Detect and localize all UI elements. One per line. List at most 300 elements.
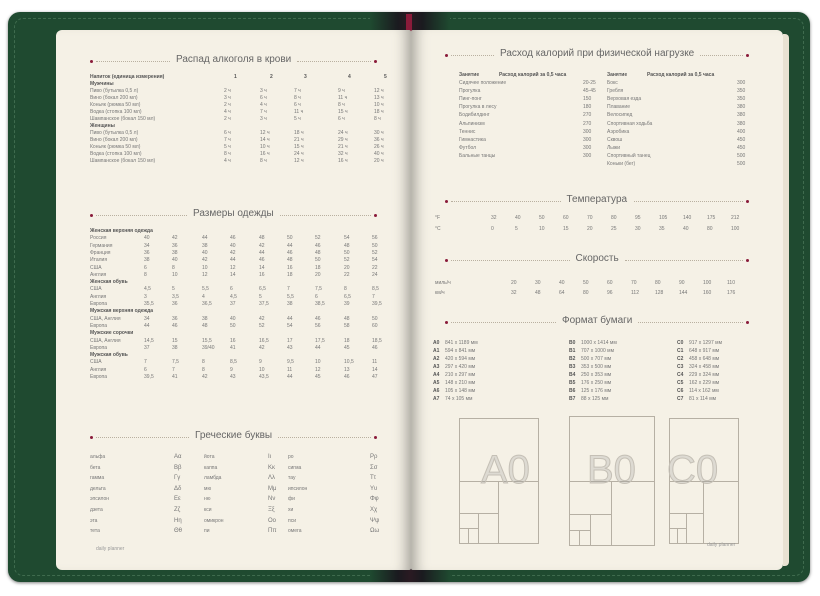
sizes-value: 5: [259, 293, 262, 300]
calories-activity: Велосипед: [607, 112, 633, 119]
greek-letter-name: тета: [90, 528, 100, 535]
sizes-value: 16,5: [259, 337, 269, 344]
speed-mph-value: 90: [679, 280, 685, 286]
sizes-row-name: Европа: [90, 322, 108, 329]
sizes-value: 44: [315, 344, 321, 351]
sizes-value: 46: [259, 257, 265, 264]
sizes-value: 7,5: [172, 359, 179, 366]
calories-activity: Коньки (бег): [607, 161, 636, 167]
sizes-value: 10: [259, 366, 265, 373]
sizes-value: 17: [287, 337, 293, 344]
sizes-value: 5,5: [287, 293, 294, 300]
paper-section-title: Формат бумаги: [562, 315, 633, 326]
paper-b-big-label: B0: [587, 448, 636, 492]
calories-value: 300: [583, 144, 592, 151]
greek-letter: Θθ: [174, 528, 183, 535]
temperature-f-value: 212: [731, 215, 740, 221]
calories-value: 450: [737, 144, 746, 151]
temperature-f-value: 95: [635, 215, 641, 221]
sizes-value: 20: [315, 271, 321, 278]
speed-kmh-value: 32: [511, 290, 517, 296]
alcohol-section-divider-right: [297, 61, 371, 62]
speed-mph-label: миль/ч: [435, 280, 451, 286]
alcohol-col-1: 1: [234, 74, 237, 80]
greek-letter: Ηη: [174, 517, 182, 524]
sizes-value: 54: [344, 235, 350, 242]
sizes-value: 38: [172, 344, 178, 351]
alcohol-men-value: 7 ч: [294, 88, 301, 94]
alcohol-men-value: 8 ч: [338, 102, 345, 108]
calories-value: 300: [583, 128, 592, 135]
greek-letter-name: йота: [204, 454, 215, 460]
sizes-value: 8,5: [372, 286, 379, 293]
paper-a-name: A7: [433, 396, 440, 402]
sizes-row-name: США: [90, 359, 102, 366]
sizes-value: 41: [230, 344, 236, 351]
paper-c-size: 324 x 458 мм: [689, 364, 720, 370]
temperature-f-value: 70: [587, 215, 593, 221]
alcohol-men-value: 4 ч: [224, 109, 231, 115]
sizes-value: 40: [230, 315, 236, 322]
alcohol-men-value: 6 ч: [294, 102, 301, 108]
alcohol-men-value: 8 ч: [294, 95, 301, 101]
sizes-value: 4: [202, 293, 205, 300]
sizes-value: 5,5: [202, 286, 209, 293]
sizes-value: 9,5: [287, 359, 294, 366]
alcohol-men-value: 6 ч: [260, 95, 267, 101]
alcohol-men-value: 4 ч: [260, 102, 267, 108]
sizes-value: 8: [144, 271, 147, 278]
calories-activity: Бальные танцы: [459, 152, 496, 159]
sizes-value: 48: [344, 242, 350, 249]
sizes-value: 45: [315, 374, 321, 380]
greek-section-divider-left: [96, 437, 189, 438]
alcohol-men-value: 3 ч: [260, 116, 267, 122]
alcohol-men-value: 2 ч: [224, 102, 231, 108]
paper-a-name: A1: [433, 348, 440, 354]
sizes-value: 43,5: [259, 374, 269, 380]
sizes-value: 42: [259, 315, 265, 322]
calories-activity: Спортивная ходьба: [607, 120, 653, 127]
alcohol-women-value: 32 ч: [338, 151, 348, 157]
sizes-value: 44: [259, 249, 265, 256]
paper-a-size: 148 x 210 мм: [445, 380, 476, 386]
alcohol-men-label: Мужчины: [90, 81, 114, 87]
paper-c-name: C1: [677, 348, 684, 354]
sizes-value: 40: [202, 249, 208, 256]
speed-section-divider-dot-left: [445, 259, 448, 262]
calories-section-divider-dot-right: [746, 54, 749, 57]
sizes-value: 34: [144, 315, 150, 322]
sizes-value: 15,5: [202, 337, 212, 344]
sizes-section-divider-right: [280, 215, 371, 216]
alcohol-section-divider-dot-right: [374, 60, 377, 63]
temperature-c-value: 40: [683, 226, 689, 232]
calories-value: 300: [737, 80, 746, 86]
sizes-value: 46: [230, 235, 236, 242]
sizes-value: 12: [230, 264, 236, 271]
sizes-value: 48: [202, 322, 208, 329]
sizes-value: 56: [315, 322, 321, 329]
sizes-value: 6: [144, 264, 147, 271]
greek-letter: Δδ: [174, 485, 182, 492]
sizes-value: 12: [315, 366, 321, 373]
calories-header-kcal-left: Расход калорий за 0,5 часа: [499, 72, 567, 78]
greek-section-title: Греческие буквы: [195, 430, 273, 441]
sizes-value: 20: [344, 264, 350, 271]
alcohol-col-4: 4: [348, 74, 351, 80]
greek-letter-name: ипсилон: [288, 485, 308, 492]
temperature-section-divider-left: [451, 201, 561, 202]
sizes-row-name: США: [90, 286, 102, 293]
paper-a-size: 594 x 841 мм: [445, 348, 476, 354]
sizes-value: 6: [315, 293, 318, 300]
paper-b-name: B0: [569, 340, 576, 346]
alcohol-col-3: 3: [304, 74, 307, 80]
paper-a-size: 105 x 148 мм: [445, 388, 476, 394]
greek-letter: Ττ: [370, 475, 377, 482]
calories-activity: Прогулка: [459, 88, 481, 95]
speed-section-divider-dot-right: [746, 259, 749, 262]
paper-section-divider-dot-right: [746, 321, 749, 324]
page-stack-edge: [783, 34, 789, 566]
speed-mph-value: 40: [559, 280, 565, 286]
sizes-value: 45: [344, 344, 350, 351]
greek-letter: Ιι: [268, 454, 271, 460]
alcohol-women-row-name: Водка (стопка 100 мл): [90, 151, 142, 157]
sizes-value: 3: [144, 293, 147, 300]
paper-b-size: 500 x 707 мм: [581, 356, 612, 362]
sizes-value: 10: [202, 264, 208, 271]
sizes-group-label: Мужская обувь: [90, 352, 128, 359]
paper-c-size: 229 x 324 мм: [689, 372, 720, 378]
calories-value: 380: [737, 104, 746, 111]
calories-activity: Прогулка в лесу: [459, 104, 497, 111]
alcohol-section-divider-left: [96, 61, 170, 62]
sizes-value: 22: [372, 264, 378, 271]
paper-a-size: 841 x 1189 мм: [445, 340, 478, 346]
greek-letter-name: бета: [90, 464, 101, 471]
calories-activity: Гимнастика: [459, 136, 486, 143]
temperature-f-label: °F: [435, 215, 441, 221]
alcohol-section-title: Распад алкоголя в крови: [176, 54, 292, 65]
right-footer: daily planner: [707, 542, 736, 548]
calories-activity: Бокс: [607, 80, 618, 86]
paper-b-size: 125 x 176 мм: [581, 388, 612, 394]
speed-section-divider-left: [451, 260, 570, 261]
temperature-c-value: 10: [539, 226, 545, 232]
alcohol-men-row-name: Пиво (бутылка 0,5 л): [90, 88, 139, 94]
calories-value: 380: [737, 112, 746, 119]
temperature-f-value: 32: [491, 215, 497, 221]
temperature-c-value: 80: [707, 226, 713, 232]
paper-c-size: 917 x 1297 мм: [689, 340, 723, 346]
sizes-value: 47: [372, 374, 378, 380]
sizes-value: 44: [287, 315, 293, 322]
sizes-value: 52: [315, 235, 321, 242]
sizes-value: 36,5: [202, 301, 212, 307]
greek-section-divider-right: [278, 437, 371, 438]
calories-value: 500: [737, 161, 746, 167]
greek-letter: Ππ: [268, 528, 277, 535]
sizes-value: 50: [372, 315, 378, 322]
speed-mph-value: 110: [727, 280, 735, 286]
greek-letter: Γγ: [174, 475, 181, 482]
greek-letter: Οο: [268, 517, 277, 524]
sizes-value: 4,5: [230, 293, 237, 300]
calories-header-kcal-right: Расход калорий за 0,5 часа: [647, 72, 715, 78]
sizes-value: 36: [172, 242, 178, 249]
sizes-value: 38: [144, 257, 150, 264]
sizes-value: 46: [372, 344, 378, 351]
paper-c-size: 114 x 162 мм: [689, 388, 719, 394]
alcohol-col-5: 5: [384, 74, 387, 80]
calories-value: 180: [583, 104, 592, 111]
paper-b-size: 1000 x 1414 мм: [581, 340, 617, 346]
right-page: [411, 30, 783, 570]
sizes-value: 8: [172, 264, 175, 271]
calories-value: 350: [737, 96, 746, 103]
speed-kmh-value: 80: [583, 290, 589, 296]
sizes-value: 52: [372, 249, 378, 256]
calories-activity: Сквош: [607, 136, 623, 143]
sizes-value: 39,5: [372, 301, 382, 307]
paper-a-size: 297 x 420 мм: [445, 364, 476, 370]
greek-letter: Υυ: [370, 485, 378, 492]
paper-a-name: A6: [433, 388, 440, 394]
sizes-row-name: Германия: [90, 242, 113, 249]
alcohol-women-value: 12 ч: [260, 130, 270, 136]
sizes-value: 40: [144, 235, 150, 242]
sizes-value: 56: [372, 235, 378, 242]
sizes-value: 42: [259, 344, 265, 351]
alcohol-women-value: 8 ч: [224, 151, 231, 157]
calories-value: 270: [583, 112, 592, 119]
calories-activity: Плавание: [607, 104, 631, 111]
temperature-c-value: 25: [611, 226, 617, 232]
greek-letter-name: дзета: [90, 507, 103, 513]
greek-letter-name: ламбда: [204, 475, 222, 482]
speed-mph-value: 60: [607, 280, 613, 286]
paper-c-size: 162 x 229 мм: [689, 380, 720, 386]
temperature-section-divider-dot-right: [746, 200, 749, 203]
sizes-value: 8: [202, 366, 205, 373]
sizes-value: 46: [287, 249, 293, 256]
sizes-row-name: США, Англия: [90, 337, 121, 344]
temperature-c-label: °C: [435, 226, 441, 232]
sizes-value: 44: [230, 257, 236, 264]
sizes-value: 22: [344, 271, 350, 278]
speed-kmh-value: 160: [703, 290, 712, 296]
alcohol-women-value: 16 ч: [260, 151, 270, 157]
sizes-value: 16: [287, 264, 293, 271]
calories-section-divider-left: [451, 55, 494, 56]
paper-c-big-label: C0: [667, 448, 719, 492]
calories-section-divider-dot-left: [445, 54, 448, 57]
greek-letter-name: альфа: [90, 454, 106, 460]
sizes-group-label: Женская верхняя одежда: [90, 228, 153, 234]
alcohol-men-value: 2 ч: [224, 116, 231, 122]
sizes-value: 8,5: [230, 359, 237, 366]
alcohol-women-value: 40 ч: [374, 151, 384, 157]
paper-section-divider-dot-left: [445, 321, 448, 324]
alcohol-men-value: 13 ч: [374, 95, 384, 101]
sizes-value: 9: [230, 366, 233, 373]
calories-activity: Сидячее положение: [459, 80, 507, 86]
speed-kmh-value: 128: [655, 290, 664, 296]
sizes-value: 8: [344, 286, 347, 293]
sizes-value: 42: [202, 257, 208, 264]
calories-activity: Лыжи: [607, 144, 621, 151]
temperature-f-value: 80: [611, 215, 617, 221]
calories-activity: Спортивный танец: [607, 152, 651, 159]
sizes-group-label: Мужские сорочки: [90, 330, 134, 337]
alcohol-men-row-name: Вино (бокал 200 мл): [90, 95, 138, 101]
calories-activity: Пинг-понг: [459, 96, 482, 103]
greek-letter-name: пси: [288, 517, 297, 524]
sizes-value: 54: [287, 322, 293, 329]
alcohol-women-value: 21 ч: [338, 144, 348, 150]
paper-b-name: B3: [569, 364, 576, 370]
greek-letter-name: мю: [204, 485, 212, 492]
paper-a-size: 420 x 594 мм: [445, 356, 476, 362]
sizes-value: 46: [315, 315, 321, 322]
greek-letter-name: ро: [288, 454, 294, 460]
greek-letter-name: сигма: [288, 464, 302, 471]
greek-letter-name: фи: [288, 496, 295, 503]
sizes-value: 6: [230, 286, 233, 293]
speed-kmh-value: 48: [535, 290, 541, 296]
greek-letter-name: омега: [288, 528, 302, 535]
temperature-f-value: 60: [563, 215, 569, 221]
alcohol-women-value: 29 ч: [338, 137, 348, 143]
paper-b-name: B1: [569, 348, 576, 354]
sizes-value: 50: [344, 249, 350, 256]
calories-value: 450: [737, 136, 746, 143]
sizes-value: 42: [259, 242, 265, 249]
sizes-value: 14: [372, 366, 378, 373]
greek-letter-name: ню: [204, 496, 211, 503]
alcohol-women-value: 12 ч: [294, 158, 304, 164]
greek-letter-name: кси: [204, 507, 212, 513]
speed-section-divider-right: [625, 260, 744, 261]
paper-b-name: B7: [569, 396, 576, 402]
alcohol-men-value: 7 ч: [260, 109, 267, 115]
paper-b-name: B4: [569, 372, 576, 378]
sizes-value: 6,5: [259, 286, 266, 293]
temperature-c-value: 35: [659, 226, 665, 232]
sizes-row-name: Англия: [90, 366, 107, 373]
alcohol-men-value: 6 ч: [338, 116, 345, 122]
calories-activity: Теннис: [459, 128, 476, 135]
sizes-value: 7,5: [315, 286, 322, 293]
greek-letter: Ψψ: [370, 517, 380, 524]
alcohol-header: Напиток (единица измерения): [90, 74, 165, 80]
speed-kmh-label: км/ч: [435, 290, 445, 296]
sizes-value: 39,5: [144, 374, 154, 380]
sizes-value: 18,5: [372, 337, 382, 344]
temperature-f-value: 140: [683, 215, 692, 221]
paper-c-name: C0: [677, 340, 684, 346]
paper-a-name: A4: [433, 372, 440, 378]
sizes-value: 10,5: [344, 359, 354, 366]
alcohol-men-value: 11 ч: [294, 109, 304, 115]
greek-letter: Λλ: [268, 475, 276, 482]
sizes-value: 39: [344, 301, 350, 307]
speed-kmh-value: 176: [727, 290, 736, 296]
sizes-value: 7: [144, 359, 147, 366]
calories-activity: Верховая езда: [607, 96, 642, 103]
greek-letter: Νν: [268, 496, 276, 503]
sizes-value: 35,5: [144, 301, 154, 307]
greek-section-divider-dot-right: [374, 436, 377, 439]
sizes-value: 52: [344, 257, 350, 264]
temperature-c-value: 5: [515, 226, 518, 232]
paper-b-name: B6: [569, 388, 576, 394]
paper-c-name: C2: [677, 356, 684, 362]
sizes-value: 38,5: [315, 301, 325, 307]
sizes-value: 40: [230, 242, 236, 249]
sizes-value: 37: [144, 344, 150, 351]
sizes-row-name: Франция: [90, 249, 111, 256]
paper-c-size: 458 x 648 мм: [689, 356, 720, 362]
speed-mph-value: 30: [535, 280, 541, 286]
alcohol-men-value: 15 ч: [338, 109, 348, 115]
sizes-row-name: Италия: [90, 257, 108, 264]
sizes-value: 43: [287, 344, 293, 351]
sizes-value: 11: [372, 359, 378, 366]
alcohol-women-value: 21 ч: [294, 137, 304, 143]
paper-a-diagram-format-box: [459, 528, 469, 544]
sizes-value: 50: [315, 257, 321, 264]
sizes-value: 18: [315, 264, 321, 271]
paper-b-name: B5: [569, 380, 576, 386]
paper-a-name: A3: [433, 364, 440, 370]
sizes-value: 16: [230, 337, 236, 344]
alcohol-women-value: 5 ч: [224, 144, 231, 150]
sizes-value: 10: [315, 359, 321, 366]
calories-activity: Альпинизм: [459, 120, 485, 127]
alcohol-women-row-name: Пиво (бутылка 0,5 л): [90, 130, 139, 136]
calories-value: 500: [737, 152, 746, 159]
calories-activity: Футбол: [459, 144, 477, 151]
sizes-value: 4,5: [144, 286, 151, 293]
greek-letter-name: омикрон: [204, 517, 224, 524]
greek-letter-name: дельта: [90, 485, 106, 492]
sizes-value: 15: [172, 337, 178, 344]
temperature-c-value: 0: [491, 226, 494, 232]
sizes-value: 37: [230, 301, 236, 307]
paper-b-name: B2: [569, 356, 576, 362]
sizes-value: 6,5: [344, 293, 351, 300]
calories-value: 380: [737, 120, 746, 127]
sizes-value: 14: [259, 264, 265, 271]
sizes-value: 36: [172, 301, 178, 307]
sizes-value: 42: [202, 374, 208, 380]
paper-a-size: 74 x 105 мм: [445, 396, 473, 402]
sizes-value: 16: [259, 271, 265, 278]
greek-letter-name: гамма: [90, 475, 105, 482]
sizes-value: 42: [172, 235, 178, 242]
alcohol-women-value: 30 ч: [374, 130, 384, 136]
alcohol-men-value: 12 ч: [374, 88, 384, 94]
temperature-c-value: 30: [635, 226, 641, 232]
speed-kmh-value: 64: [559, 290, 565, 296]
sizes-section-divider-dot-left: [90, 214, 93, 217]
alcohol-women-value: 8 ч: [260, 158, 267, 164]
greek-letter-name: эпсилон: [90, 496, 110, 503]
alcohol-men-row-name: Водка (стопка 100 мл): [90, 109, 142, 115]
